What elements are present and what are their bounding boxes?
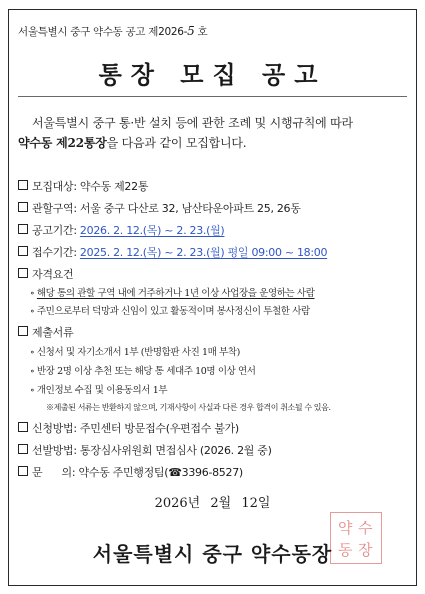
bullet-text: 반장 2명 이상 추천 또는 해당 통 세대주 10명 이상 연서 [36, 366, 256, 377]
checkbox-icon [18, 444, 28, 454]
item-qualification [18, 266, 73, 282]
seal-char: 동 [338, 541, 353, 559]
intro-line-1: 서울특별시 중구 통·반 설치 등에 관한 조례 및 시행규칙에 따라 [32, 116, 353, 130]
item-value: 약수동 주민행정팀(☎3396-8527) [78, 466, 243, 479]
checkbox-icon [18, 466, 28, 476]
checkbox-icon [18, 268, 28, 278]
qualification-bullet-2: ∘ 주민으로부터 덕망과 신임이 있고 활동적이며 봉사정신이 투철한 사람 [30, 306, 310, 317]
checkbox-icon [18, 224, 28, 234]
bullet-text: 개인정보 수집 및 이용동의서 1부 [36, 385, 168, 396]
item-period: 공고기간: 2026. 2. 12.(목) ~ 2. 23.(월) [18, 222, 224, 238]
item-label: 신청방법 [32, 422, 74, 435]
seal-char: 약 [338, 519, 353, 537]
title-divider [18, 96, 407, 97]
checkbox-icon [18, 326, 28, 336]
item-apply: 접수기간: 2025. 2. 12.(목) ~ 2. 23.(월) 평일 09:00 ~ 18:00 [18, 244, 327, 260]
bullet-text: 해당 통의 관할 구역 내에 거주하거나 1년 이상 사업장을 운영하는 사람 [36, 288, 315, 299]
bullet-text: 신청서 및 자기소개서 1부 (반명함판 사진 1매 부착) [36, 347, 240, 358]
notice-number-suffix: 호 [197, 26, 208, 38]
checkbox-icon [18, 422, 28, 432]
item-label: 제출서류 [32, 326, 74, 339]
notice-number [18, 24, 207, 39]
checkbox-icon [18, 202, 28, 212]
intro-target: 약수동 제22통장 [18, 136, 107, 150]
item-label: 선발방법 [32, 444, 74, 457]
item-label: 문 의 [32, 466, 72, 479]
item-inquiry: 문 의: 약수동 주민행정팀(☎3396-8527) [18, 464, 243, 480]
documents-bullet-2: ∘ 반장 2명 이상 추천 또는 해당 통 세대주 10명 이상 연서 [30, 366, 256, 377]
item-value: 주민센터 방문접수(우편접수 불가) [79, 422, 239, 435]
item-area: 관할구역: 서울 중구 다산로 32, 남산타운아파트 25, 26동 [18, 200, 301, 216]
item-value: 통장심사위원회 면접심사 (2026. 2월 중) [79, 444, 272, 457]
documents-note: ※제출된 서류는 반환하지 않으며, 기재사항이 사실과 다른 경우 합격이 취소될 수 있음. [46, 403, 331, 412]
signer-name: 서울특별시 중구 약수동장 [92, 542, 333, 566]
seal-char: 장 [358, 541, 373, 559]
intro-line-2 [18, 134, 246, 151]
item-label: 관할구역 [32, 202, 74, 215]
notice-date: 2026년 2월 12일 [154, 496, 271, 511]
intro-rest: 을 다음과 같이 모집합니다. [106, 136, 247, 150]
item-value: 서울 중구 다산로 32, 남산타운아파트 25, 26동 [79, 202, 301, 215]
checkbox-icon [18, 246, 28, 256]
item-value: 2026. 2. 12.(목) ~ 2. 23.(월) [79, 224, 225, 237]
item-label: 자격요건 [32, 268, 74, 281]
item-label: 공고기간 [32, 224, 74, 237]
item-method: 신청방법: 주민센터 방문접수(우편접수 불가) [18, 420, 239, 436]
notice-number-handwritten: 5 [187, 24, 195, 38]
item-documents [18, 324, 73, 340]
item-selection: 선발방법: 통장심사위원회 면접심사 (2026. 2월 중) [18, 442, 272, 458]
item-value: 2025. 2. 12.(목) ~ 2. 23.(월) 평일 09:00 ~ 18:00 [79, 246, 328, 259]
qualification-bullet-1: ∘ 해당 통의 관할 구역 내에 거주하거나 1년 이상 사업장을 운영하는 사람 [30, 288, 315, 299]
bullet-text: 주민으로부터 덕망과 신임이 있고 활동적이며 봉사정신이 투철한 사람 [36, 306, 310, 317]
page-title: 통장 모집 공고 [98, 61, 327, 89]
item-value: 약수동 제22통 [79, 180, 149, 193]
item-recruit: 모집대상: 약수동 제22통 [18, 178, 148, 194]
notice-number-prefix: 서울특별시 중구 약수동 공고 제2026- [18, 26, 188, 38]
checkbox-icon [18, 180, 28, 190]
documents-bullet-3: ∘ 개인정보 수집 및 이용동의서 1부 [30, 385, 168, 396]
item-label: 모집대상 [32, 180, 74, 193]
seal-char: 수 [358, 519, 373, 537]
documents-bullet-1: ∘ 신청서 및 자기소개서 1부 (반명함판 사진 1매 부착) [30, 347, 240, 358]
item-label: 접수기간 [32, 246, 74, 259]
